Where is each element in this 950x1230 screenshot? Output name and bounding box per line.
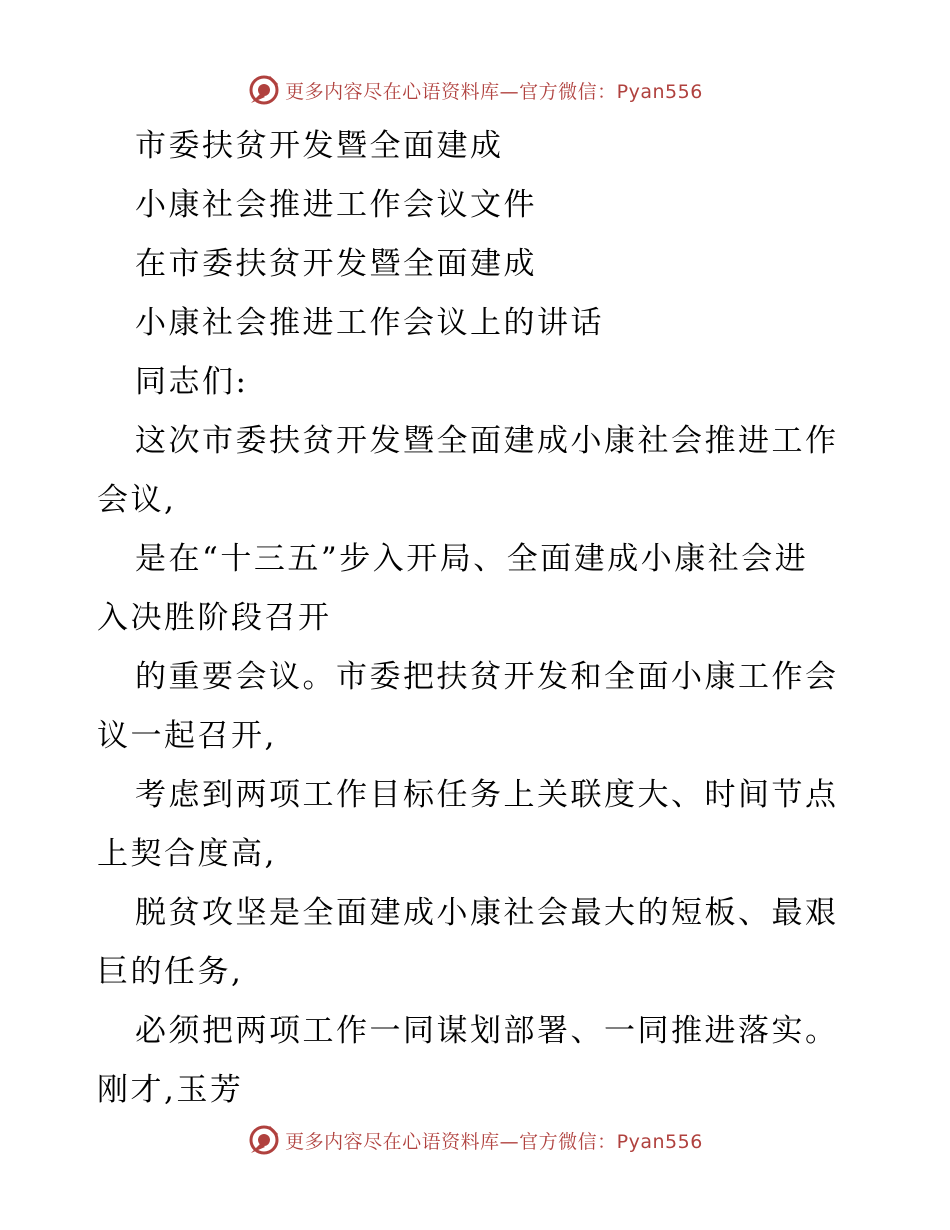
doc-line: 这次市委扶贫开发暨全面建成小康社会推进工作 <box>135 423 839 459</box>
doc-line: 上契合度高, <box>97 836 277 872</box>
watermark-text: 更多内容尽在心语资料库—官方微信：Pyan556 <box>285 1130 703 1153</box>
doc-line: 必须把两项工作一同谋划部署、一同推进落实。 <box>135 1013 839 1049</box>
doc-line: 同志们: <box>135 364 249 400</box>
doc-line: 巨的任务, <box>97 954 244 990</box>
header-watermark <box>0 72 950 108</box>
doc-line: 脱贫攻坚是全面建成小康社会最大的短板、最艰 <box>135 895 839 931</box>
doc-line: 是在“十三五”步入开局、全面建成小康社会进 <box>135 541 809 577</box>
watermark-text: 更多内容尽在心语资料库—官方微信：Pyan556 <box>285 80 703 103</box>
document-body <box>97 117 857 1120</box>
doc-line: 市委扶贫开发暨全面建成 <box>135 128 504 164</box>
pen-logo-icon <box>247 1123 281 1157</box>
doc-line: 在市委扶贫开发暨全面建成 <box>135 246 537 282</box>
doc-line: 入决胜阶段召开 <box>97 600 332 636</box>
doc-line: 小康社会推进工作会议上的讲话 <box>135 305 604 341</box>
doc-line: 的重要会议。市委把扶贫开发和全面小康工作会 <box>135 659 839 695</box>
doc-line: 会议, <box>97 482 177 518</box>
doc-line: 小康社会推进工作会议文件 <box>135 187 537 223</box>
doc-line: 刚才,玉芳 <box>97 1072 244 1108</box>
footer-watermark <box>0 1122 950 1158</box>
pen-logo-icon <box>247 73 281 107</box>
doc-line: 考虑到两项工作目标任务上关联度大、时间节点 <box>135 777 839 813</box>
doc-line: 议一起召开, <box>97 718 277 754</box>
